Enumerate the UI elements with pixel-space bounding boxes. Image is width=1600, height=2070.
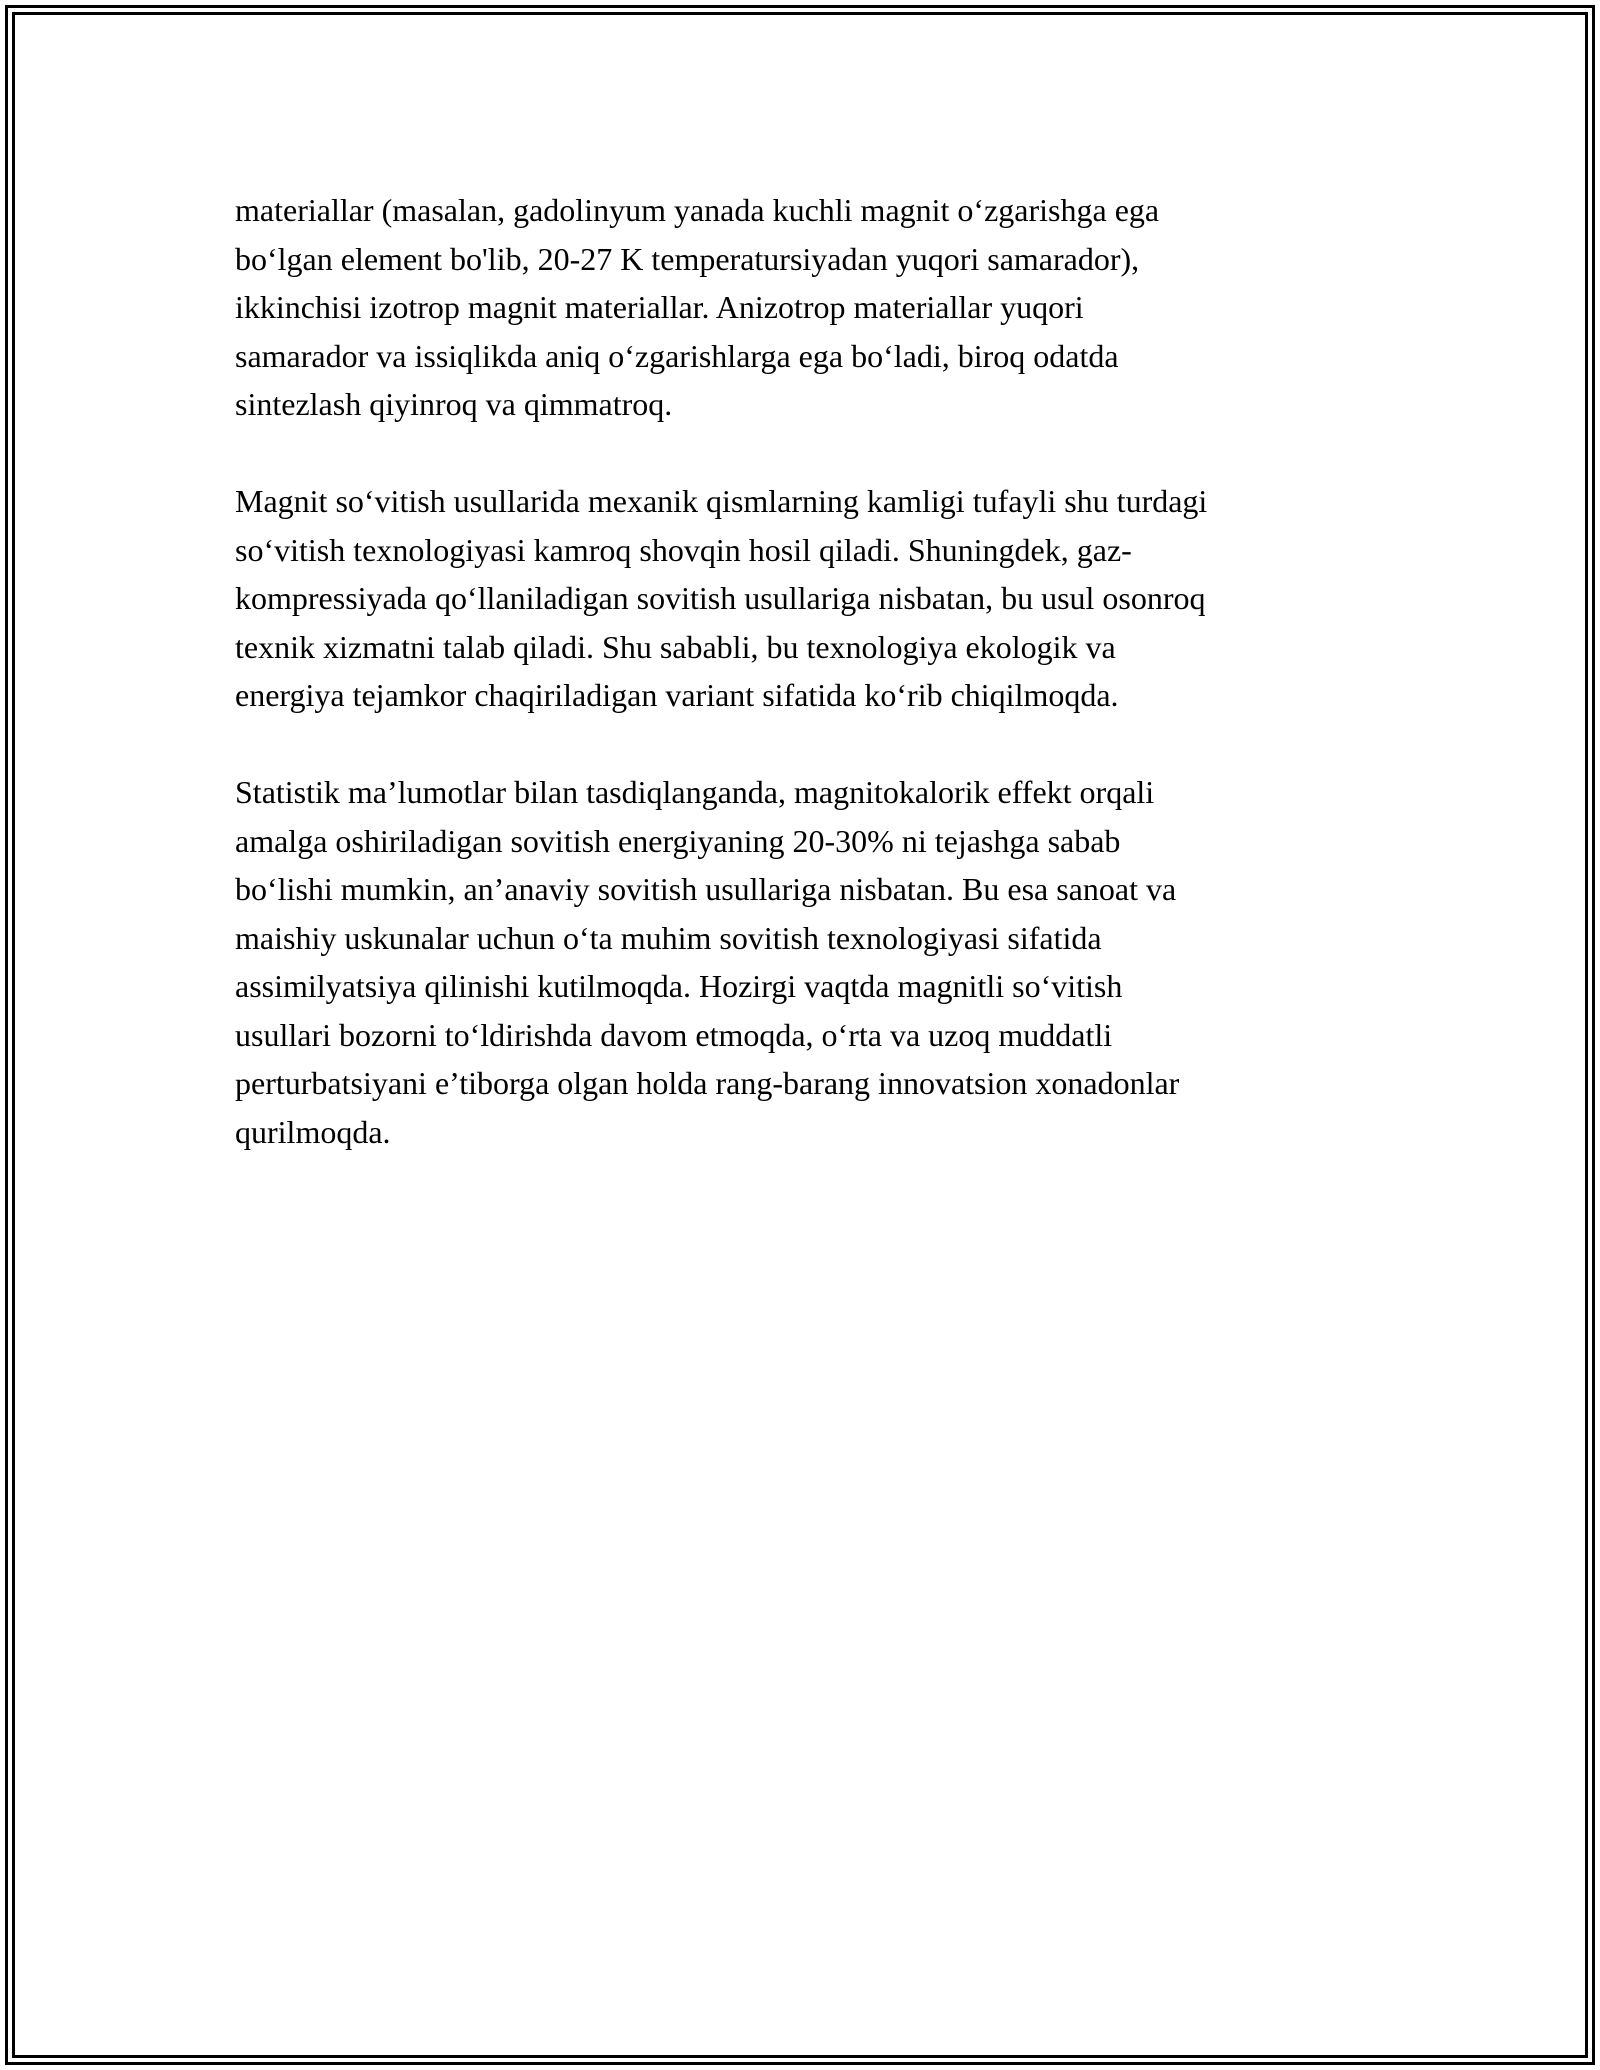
text-line: amalga oshiriladigan sovitish energiyaning 20-30% ni tejashga sabab [235, 822, 1121, 859]
paragraph-3 [235, 768, 1365, 1156]
text-line: texnik xizmatni talab qiladi. Shu sababli, bu texnologiya ekologik va [235, 628, 1116, 665]
text-line: ikkinchisi izotrop magnit materiallar. Anizotrop materiallar yuqori [235, 289, 1084, 325]
text-line: qurilmoqda. [235, 1113, 391, 1150]
text-line: bo‘lishi mumkin, an’anaviy sovitish usullariga nisbatan. Bu esa sanoat va [235, 871, 1177, 907]
text-line: maishiy uskunalar uchun o‘ta muhim sovitish texnologiyasi sifatida [235, 919, 1102, 956]
paragraph-1 [235, 186, 1365, 429]
text-line: samarador va issiqlikda aniq o‘zgarishlarga ega bo‘ladi, biroq odatda [235, 337, 1119, 374]
text-line: materiallar (masalan, gadolinyum yanada kuchli magnit o‘zgarishga ega [235, 192, 1160, 228]
text-line: perturbatsiyani e’tiborga olgan holda rang-barang innovatsion xonadonlar [235, 1065, 1180, 1101]
text-line: Magnit so‘vitish usullarida mexanik qismlarning kamligi tufayli shu turdagi [235, 483, 1208, 519]
text-line: kompressiyada qo‘llaniladigan sovitish usullariga nisbatan, bu usul osonroq [235, 580, 1206, 616]
text-line: so‘vitish texnologiyasi kamroq shovqin hosil qiladi. Shuningdek, gaz- [235, 531, 1132, 568]
text-line: sintezlash qiyinroq va qimmatroq. [235, 386, 673, 422]
text-line: usullari bozorni to‘ldirishda davom etmoqda, o‘rta va uzoq muddatli [235, 1016, 1113, 1053]
text-line: Statistik ma’lumotlar bilan tasdiqlanganda, magnitokalorik effekt orqali [235, 774, 1155, 810]
text-line: bo‘lgan element bo'lib, 20-27 K temperatursiyadan yuqori samarador), [235, 240, 1140, 277]
paragraph-2 [235, 477, 1365, 720]
document-body [235, 186, 1365, 1205]
text-line: assimilyatsiya qilinishi kutilmoqda. Hozirgi vaqtda magnitli so‘vitish [235, 968, 1123, 1004]
text-line: energiya tejamkor chaqiriladigan variant sifatida ko‘rib chiqilmoqda. [235, 677, 1119, 713]
